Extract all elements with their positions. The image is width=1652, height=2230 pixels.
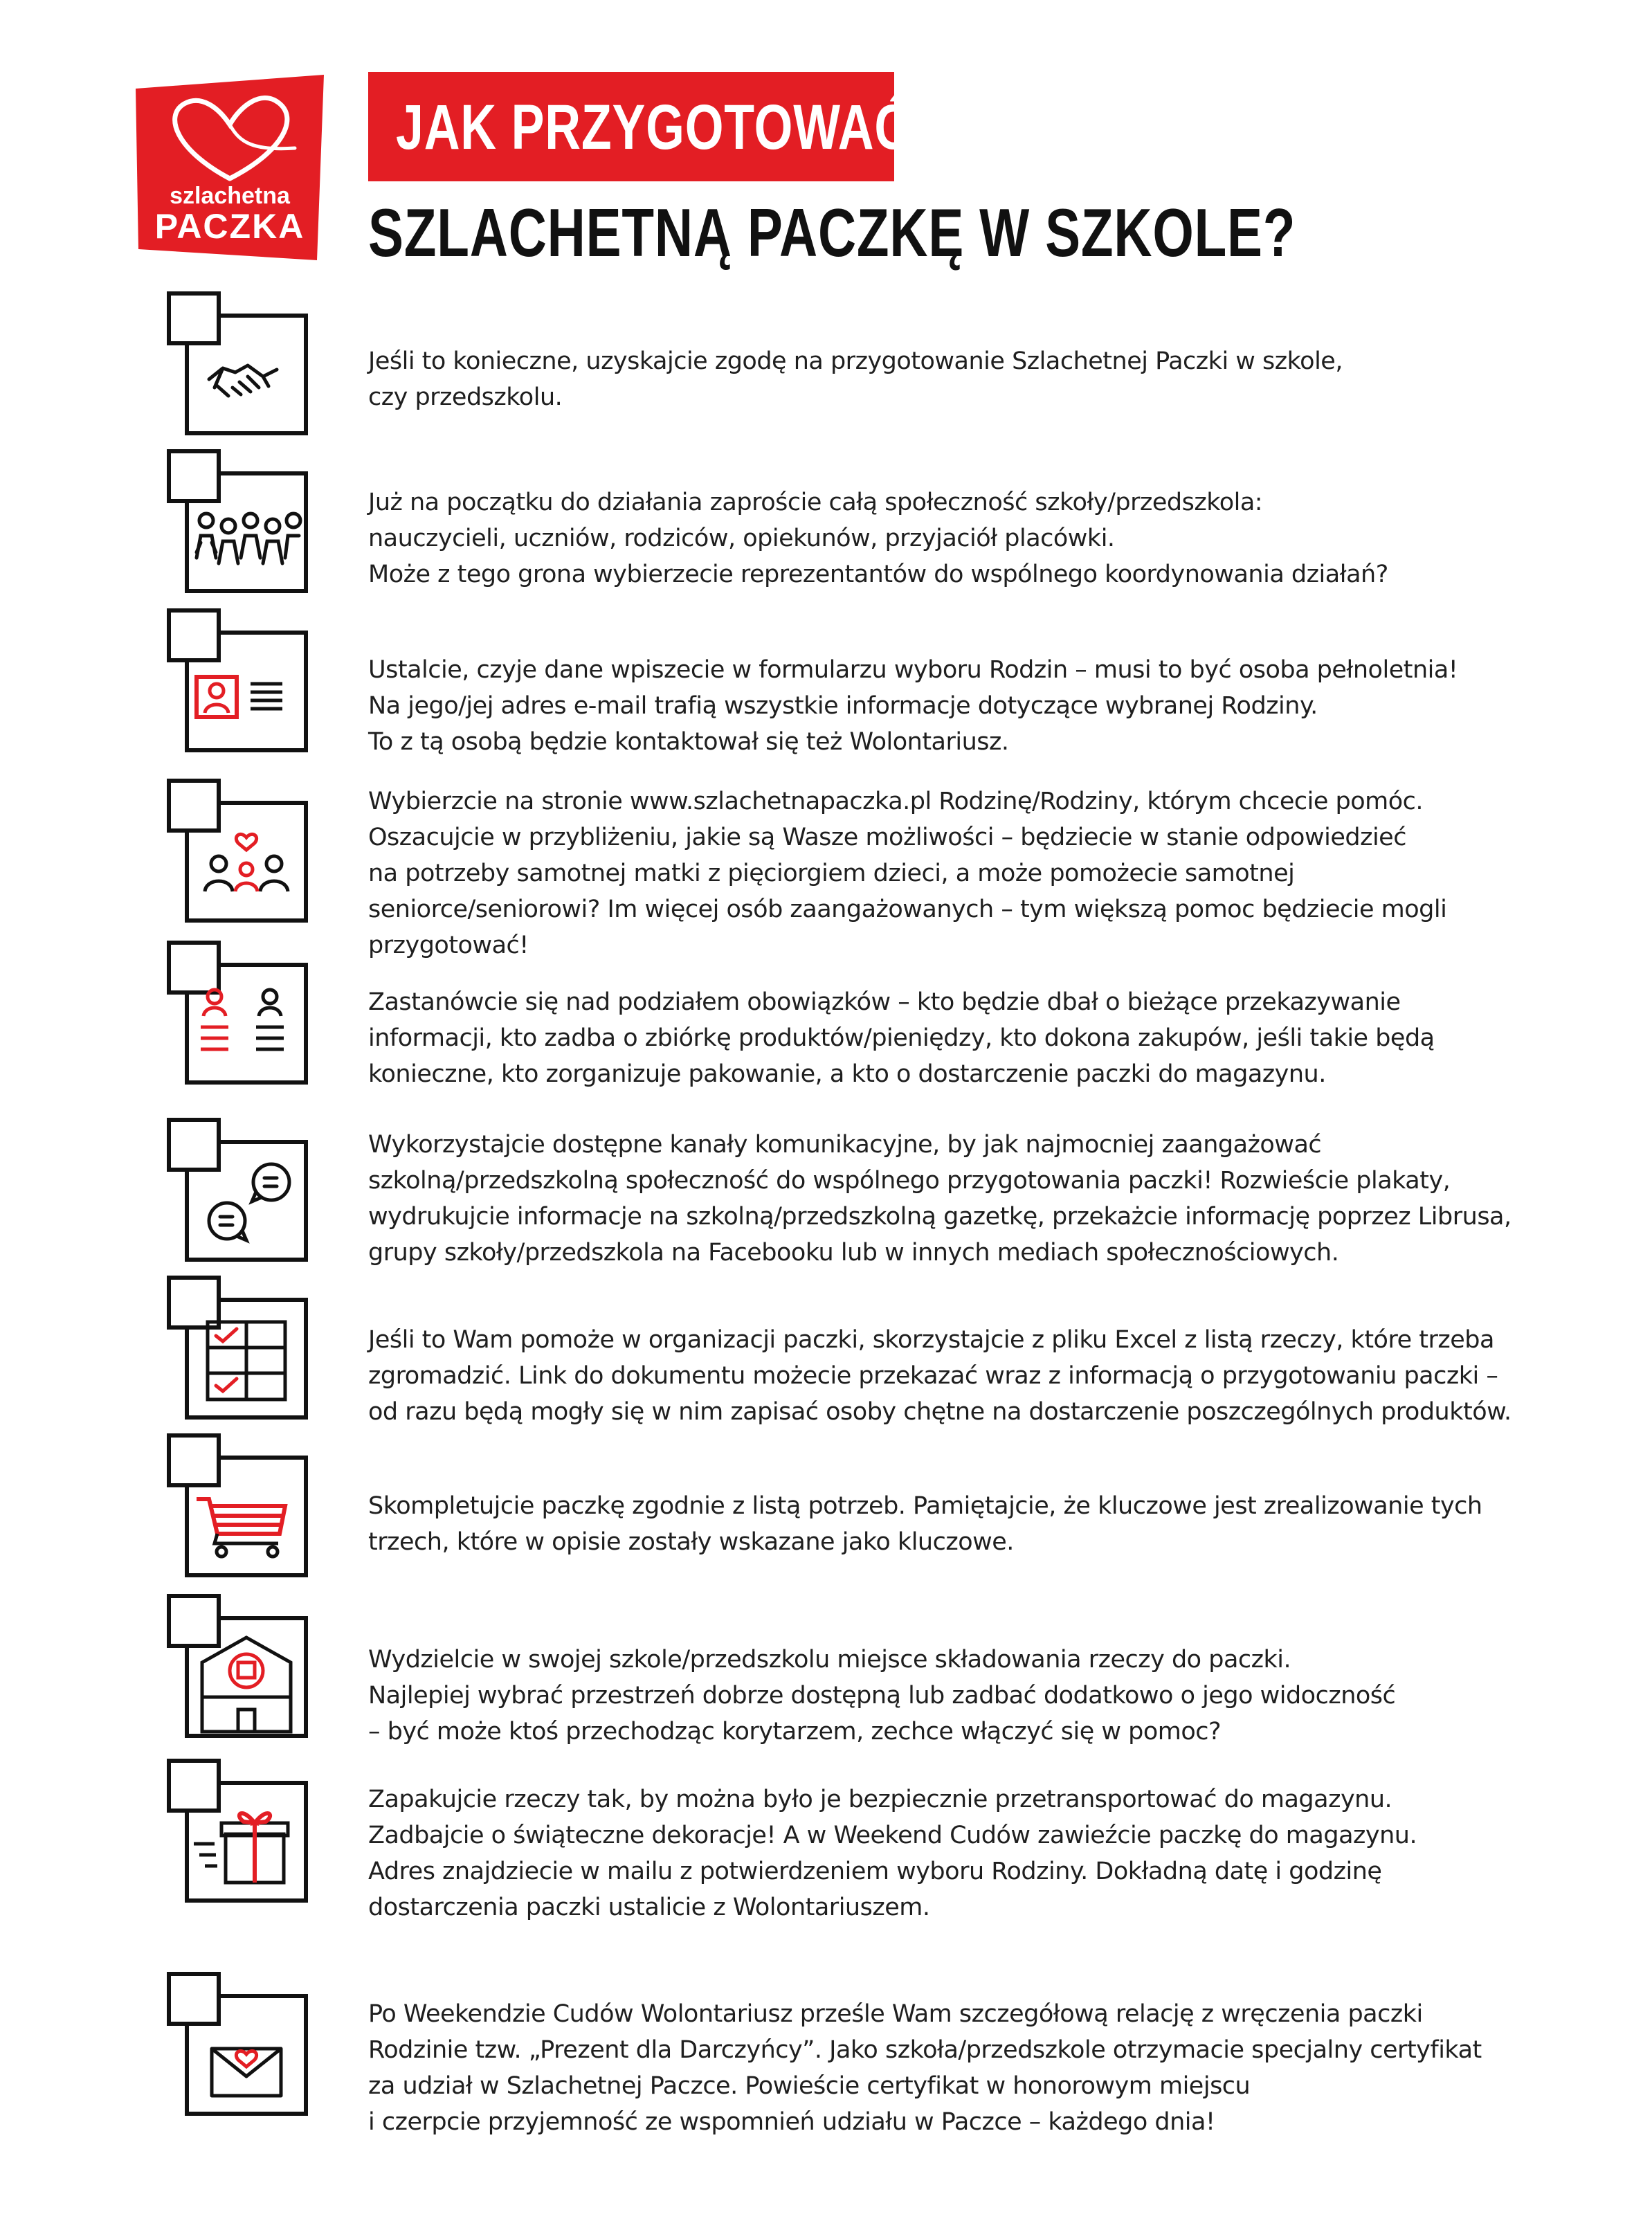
- step-text-line: Zastanówcie się nad podziałem obowiązków – kto będzie dbał o bieżące przekazywanie: [368, 988, 1401, 1016]
- step-text-line: Może z tego grona wybierzecie reprezentantów do wspólnego koordynowania działań?: [368, 561, 1388, 588]
- step-text-line: od razu będą mogły się w nim zapisać osoby chętne na dostarczenie poszczególnych produktów.: [368, 1398, 1512, 1426]
- storage-building-icon: [166, 1593, 311, 1759]
- step-text-line: za udział w Szlachetnej Paczce. Powieście certyfikat w honorowym miejscu: [368, 2072, 1251, 2100]
- step-text-line: czy przedszkolu.: [368, 383, 563, 411]
- step-text-line: Już na początku do działania zaproście całą społeczność szkoły/przedszkola:: [368, 489, 1263, 516]
- step-text-line: Oszacujcie w przybliżeniu, jakie są Wasze możliwości – będziecie w stanie odpowiedzieć: [368, 824, 1406, 851]
- envelope-heart-icon: [166, 1971, 311, 2137]
- step-text-line: Wydzielcie w swojej szkole/przedszkolu miejsce składowania rzeczy do paczki.: [368, 1646, 1291, 1674]
- step-text-line: Zapakujcie rzeczy tak, by można było je bezpiecznie przetransportować do magazynu.: [368, 1786, 1392, 1813]
- step-8-text: [368, 1488, 1559, 1560]
- step-text-line: Wybierzcie na stronie www.szlachetnapaczka.pl Rodzinę/Rodziny, którym chcecie pomóc.: [368, 788, 1423, 815]
- step-text-line: – być może ktoś przechodząc korytarzem, zechce włączyć się w pomoc?: [368, 1718, 1222, 1746]
- step-6-text: [368, 1127, 1559, 1271]
- step-text-line: nauczycieli, uczniów, rodziców, opiekunów, przyjaciół placówki.: [368, 525, 1115, 552]
- step-text-line: Adres znajdziecie w mailu z potwierdzeniem wyboru Rodziny. Dokładną datę i godzinę: [368, 1858, 1382, 1885]
- community-icon: [166, 448, 311, 615]
- family-heart-icon: [166, 778, 311, 944]
- step-text-line: Wykorzystajcie dostępne kanały komunikacyjne, by jak najmocniej zaangażować: [368, 1131, 1322, 1159]
- step-text-line: trzech, które w opisie zostały wskazane jako kluczowe.: [368, 1528, 1014, 1556]
- title-banner: [368, 72, 911, 181]
- step-text-line: konieczne, kto zorganizuje pakowanie, a kto o dostarczenie paczki do magazynu.: [368, 1060, 1326, 1088]
- step-text-line: Na jego/jej adres e-mail trafią wszystkie informacje dotyczące wybranej Rodziny.: [368, 692, 1318, 720]
- step-11-text: [368, 1996, 1559, 2140]
- step-9-text: [368, 1642, 1559, 1750]
- page-title-line2: SZLACHETNĄ PACZKĘ W SZKOLE?: [368, 194, 1296, 271]
- step-text-line: Skompletujcie paczkę zgodnie z listą potrzeb. Pamiętajcie, że kluczowe jest zrealizowanie tych: [368, 1492, 1482, 1520]
- step-text-line: i czerpcie przyjemność ze wspomnień udziału w Paczce – każdego dnia!: [368, 2108, 1215, 2136]
- step-text-line: Po Weekendzie Cudów Wolontariusz prześle Wam szczegółową relację z wręczenia paczki: [368, 2000, 1423, 2028]
- step-5-text: [368, 984, 1559, 1092]
- handshake-icon: [166, 291, 311, 457]
- step-text-line: informacji, kto zadba o zbiórkę produktów/pieniędzy, kto dokona zakupów, jeśli takie będą: [368, 1024, 1435, 1052]
- step-text-line: Ustalcie, czyje dane wpiszecie w formularzu wyboru Rodzin – musi to być osoba pełnoletnia!: [368, 656, 1458, 684]
- step-text-line: dostarczenia paczki ustalicie z Wolontariuszem.: [368, 1894, 930, 1921]
- logo-line1: szlachetna: [170, 183, 290, 209]
- page-title-line1: JAK PRZYGOTOWAĆ: [396, 92, 911, 163]
- step-text-line: seniorce/seniorowi? Im więcej osób zaangażowanych – tym większą pomoc będziecie mogli: [368, 896, 1447, 923]
- step-text-line: grupy szkoły/przedszkola na Facebooku lub w innych mediach społecznościowych.: [368, 1239, 1339, 1267]
- step-text-line: Jeśli to konieczne, uzyskajcie zgodę na przygotowanie Szlachetnej Paczki w szkole,: [368, 347, 1343, 375]
- szlachetna-paczka-logo: [136, 75, 324, 260]
- step-2-text: [368, 484, 1559, 592]
- task-division-icon: [166, 940, 311, 1106]
- step-4-text: [368, 783, 1559, 963]
- step-3-text: [368, 652, 1559, 760]
- step-text-line: Zadbajcie o świąteczne dekoracje! A w Weekend Cudów zawieźcie paczkę do magazynu.: [368, 1822, 1417, 1849]
- step-text-line: Jeśli to Wam pomoże w organizacji paczki, skorzystajcie z pliku Excel z listą rzeczy, które trzeba: [368, 1326, 1494, 1354]
- checklist-grid-icon: [166, 1275, 311, 1441]
- step-text-line: wydrukujcie informacje na szkolną/przedszkolną gazetkę, przekażcie informację poprzez Librusa,: [368, 1203, 1512, 1231]
- gift-delivery-icon: [166, 1758, 311, 1924]
- step-text-line: szkolną/przedszkolną społeczność do wspólnego przygotowania paczki! Rozwieście plakaty,: [368, 1167, 1451, 1195]
- step-10-text: [368, 1782, 1559, 1925]
- contact-card-icon: [166, 608, 311, 774]
- step-1-text: [368, 343, 1559, 415]
- logo-line2: PACZKA: [154, 207, 305, 246]
- step-7-text: [368, 1322, 1559, 1430]
- chat-bubbles-icon: [166, 1117, 311, 1283]
- step-text-line: przygotować!: [368, 932, 529, 959]
- step-text-line: Rodzinie tzw. „Prezent dla Darczyńcy”. Jako szkoła/przedszkole otrzymacie specjalny certyfikat: [368, 2036, 1482, 2064]
- step-text-line: na potrzeby samotnej matki z pięciorgiem dzieci, a może pomożecie samotnej: [368, 860, 1295, 887]
- step-text-line: zgromadzić. Link do dokumentu możecie przekazać wraz z informacją o przygotowaniu paczki –: [368, 1362, 1498, 1390]
- step-text-line: To z tą osobą będzie kontaktował się też Wolontariusz.: [368, 728, 1009, 756]
- step-text-line: Najlepiej wybrać przestrzeń dobrze dostępną lub zadbać dodatkowo o jego widoczność: [368, 1682, 1396, 1710]
- shopping-cart-icon: [166, 1433, 311, 1599]
